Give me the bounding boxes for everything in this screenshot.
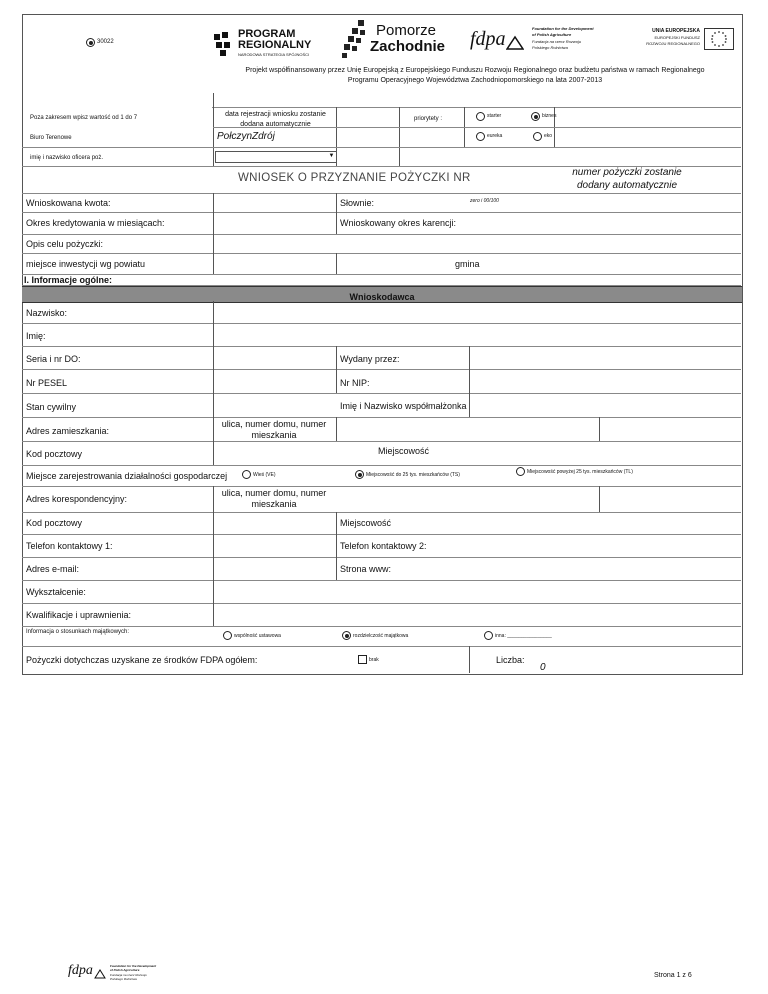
data-rejestracji-note: data rejestracji wniosku zostanie dodana automatycznie <box>225 111 326 128</box>
radio-biznes[interactable] <box>531 112 540 121</box>
kwalifikacje-label: Kwalifikacje i uprawnienia: <box>26 610 132 620</box>
eu-flag-icon <box>704 28 734 50</box>
section-1-heading: I. Informacje ogólne: <box>24 275 113 285</box>
radio-eko-label: eko <box>544 133 553 139</box>
oficer-select[interactable] <box>215 151 337 163</box>
radio-30022[interactable] <box>86 38 95 47</box>
fdpa-house-icon <box>506 34 524 50</box>
radio-eureka[interactable] <box>476 132 485 141</box>
wnioskodawca-title: Wnioskodawca <box>349 292 415 302</box>
checkbox-brak-label: brak <box>369 657 379 663</box>
footer-fdpa-logo <box>68 963 178 987</box>
divider <box>22 147 741 148</box>
divider <box>213 93 214 166</box>
footer-fdpa-line-4: Polskiego Rolnictwa <box>110 977 137 981</box>
adres-korespondencyjny-label: Adres korespondencyjny: <box>26 494 128 504</box>
divider <box>213 486 214 603</box>
ulica-2-label: ulica, numer domu, numer mieszkania <box>221 488 327 509</box>
divider <box>213 234 214 253</box>
radio-starter-label: starter <box>487 113 502 119</box>
divider <box>599 486 600 512</box>
telefon-1-label: Telefon kontaktowy 1: <box>26 541 113 551</box>
divider <box>22 626 741 627</box>
pesel-label: Nr PESEL <box>26 378 68 388</box>
checkbox-brak[interactable] <box>358 655 367 664</box>
liczba-value[interactable]: 0 <box>540 662 546 673</box>
priorytety-label: priorytety : <box>414 116 443 122</box>
pomorze-line2: Zachodnie <box>370 38 446 55</box>
form-title: WNIOSEK O PRZYZNANIE POŻYCZKI NR <box>238 172 471 184</box>
divider <box>213 441 214 465</box>
adres-zamieszkania-label: Adres zamieszkania: <box>26 426 110 436</box>
radio-pow-25-label: Miejscowość powyżej 25 tys. mieszkańców (TL) <box>527 469 633 475</box>
divider <box>22 193 741 194</box>
page-number: Strona 1 z 6 <box>654 972 692 979</box>
divider <box>469 346 470 417</box>
program-sub: NARODOWA STRATEGIA SPÓJNOŚCI <box>238 52 310 57</box>
www-label: Strona www: <box>340 564 392 574</box>
divider <box>213 301 214 323</box>
fdpa-line-4: Polskiego Rolnictwa <box>532 45 568 50</box>
pomorze-line1: Pomorze <box>376 22 437 39</box>
radio-eureka-label: eureka <box>487 133 503 139</box>
nip-label: Nr NIP: <box>340 378 370 388</box>
divider <box>22 346 741 347</box>
divider <box>213 346 214 441</box>
karencja-label: Wnioskowany okres karencji: <box>340 218 457 228</box>
miejsce-inwestycji-label: miejsce inwestycji wg powiatu <box>26 259 146 269</box>
divider <box>22 417 741 418</box>
wnioskodawca-header <box>22 286 742 303</box>
program-line1: PROGRAM <box>238 28 296 40</box>
radio-do-25[interactable] <box>355 470 364 479</box>
email-label: Adres e-mail: <box>26 564 80 574</box>
wyksztalcenie-label: Wykształcenie: <box>26 587 86 597</box>
pomorze-icon <box>340 20 370 60</box>
poza-zakresem-label: Poza zakresem wpisz wartość od 1 do 7 <box>30 115 138 121</box>
divider <box>22 580 741 581</box>
divider <box>213 323 214 346</box>
pozyczki-label: Pożyczki dotychczas uzyskane ze środków FDPA ogółem: <box>26 655 258 665</box>
footer-fdpa-house-icon <box>94 968 106 979</box>
divider <box>22 465 741 466</box>
biuro-terenowe-label: Biuro Terenowe <box>30 135 72 141</box>
divider <box>212 107 741 108</box>
chevron-down-icon: ▼ <box>328 153 335 159</box>
radio-wies[interactable] <box>242 470 251 479</box>
fdpa-line-3: Fundacja na rzecz Rozwoju <box>532 39 582 44</box>
radio-do-25-label: Miejscowość do 25 tys. mieszkańców (TS) <box>366 472 460 478</box>
program-regionalny-icon <box>212 30 234 58</box>
radio-inna-label: inna: ________________ <box>495 633 552 639</box>
nazwisko-label: Nazwisko: <box>26 308 68 318</box>
oficer-label: imię i nazwisko oficera poż. <box>30 155 104 161</box>
project-line-2: Programu Operacyjnego Województwa Zachodniopomorskiego na lata 2007-2013 <box>347 77 603 84</box>
divider <box>336 193 337 234</box>
divider <box>213 193 214 234</box>
divider <box>22 603 741 604</box>
pomorze-logo <box>340 18 450 62</box>
fdpa-line-2: of Polish Agriculture <box>532 32 572 37</box>
divider <box>22 274 741 275</box>
project-line-1: Projekt współfinansowany przez Unię Europejską z Europejskiego Funduszu Rozwoju Regionalnego oraz budżetu państwa w ramach Regionalnego <box>245 67 705 74</box>
fdpa-line-1: Foundation for the Development <box>532 26 594 31</box>
divider <box>22 234 741 235</box>
ue-logo <box>618 26 738 56</box>
divider <box>22 323 741 324</box>
ue-line-3: ROZWOJU REGIONALNEGO <box>646 41 700 46</box>
majatkowe-label: Informacja o stosunkach majątkowych: <box>26 629 130 635</box>
divider <box>213 603 214 626</box>
radio-wies-label: Wieś (VE) <box>253 472 276 478</box>
okres-label: Okres kredytowania w miesiącach: <box>26 218 165 228</box>
divider <box>213 253 214 274</box>
form-frame <box>22 14 743 675</box>
wspolmalzonek-label: Imię i Nazwisko współmałżonka <box>340 401 467 411</box>
radio-rozdzielczosc-label: rozdzielczość majątkowa <box>353 633 409 639</box>
divider <box>22 486 741 487</box>
radio-rozdzielczosc[interactable] <box>342 631 351 640</box>
footer-fdpa-mark: fdpa <box>68 963 93 978</box>
divider <box>22 393 741 394</box>
stan-cywilny-label: Stan cywilny <box>26 402 77 412</box>
divider <box>336 253 337 274</box>
kod-pocztowy-2-label: Kod pocztowy <box>26 518 83 528</box>
footer-fdpa-line-3: Fundacja na rzecz Rozwoju <box>110 973 147 977</box>
ue-line-2: EUROPEJSKI FUNDUSZ <box>654 35 700 40</box>
miejscowosc-label: Miejscowość <box>378 446 430 456</box>
ulica-label: ulica, numer domu, numer mieszkania <box>221 419 327 440</box>
gmina-label: gmina <box>455 259 480 269</box>
miejsce-dzialalnosci-label: Miejsce zarejestrowania działalności gospodarczej <box>26 471 228 481</box>
divider <box>22 646 741 647</box>
opis-celu-label: Opis celu pożyczki: <box>26 239 104 249</box>
divider <box>599 417 600 441</box>
divider <box>22 512 741 513</box>
divider <box>336 417 337 441</box>
kod-pocztowy-label: Kod pocztowy <box>26 449 83 459</box>
footer-fdpa-line-2: of Polish Agriculture <box>110 968 140 972</box>
slownie-value[interactable]: zero i 00/100 <box>470 198 499 204</box>
divider <box>22 369 741 370</box>
divider <box>336 346 337 393</box>
numer-pozyczki-note: numer pożyczki zostanie dodany automatycznie <box>572 167 682 191</box>
fdpa-mark: fdpa <box>470 28 506 50</box>
liczba-label: Liczba: <box>496 655 525 665</box>
imie-label: Imię: <box>26 331 46 341</box>
radio-eko[interactable] <box>533 132 542 141</box>
ue-line-1: UNIA EUROPEJSKA <box>652 28 700 34</box>
wydany-przez-label: Wydany przez: <box>340 354 400 364</box>
seria-label: Seria i nr DO: <box>26 354 81 364</box>
kwota-label: Wnioskowana kwota: <box>26 198 111 208</box>
fdpa-logo <box>470 26 610 60</box>
divider <box>22 534 741 535</box>
telefon-2-label: Telefon kontaktowy 2: <box>340 541 427 551</box>
program-regionalny-logo <box>212 24 322 64</box>
radio-inna[interactable] <box>484 631 493 640</box>
divider <box>399 107 400 166</box>
miejscowosc-2-label: Miejscowość <box>340 518 392 528</box>
radio-30022-label: 30022 <box>97 39 114 45</box>
divider <box>22 441 741 442</box>
radio-biznes-label: biznes <box>542 113 557 119</box>
slownie-label: Słownie: <box>340 198 375 208</box>
divider <box>22 557 741 558</box>
footer-fdpa-line-1: Foundation for the Development <box>110 964 157 968</box>
divider <box>22 253 741 254</box>
biuro-terenowe-value[interactable]: PołczynZdrój <box>217 131 275 142</box>
divider <box>336 512 337 580</box>
program-line2: REGIONALNY <box>238 39 312 51</box>
radio-wspolnosc[interactable] <box>223 631 232 640</box>
radio-wspolnosc-label: wspólność ustawowa <box>234 633 281 639</box>
radio-pow-25[interactable] <box>516 467 525 476</box>
radio-starter[interactable] <box>476 112 485 121</box>
divider <box>469 646 470 673</box>
divider <box>22 212 741 213</box>
